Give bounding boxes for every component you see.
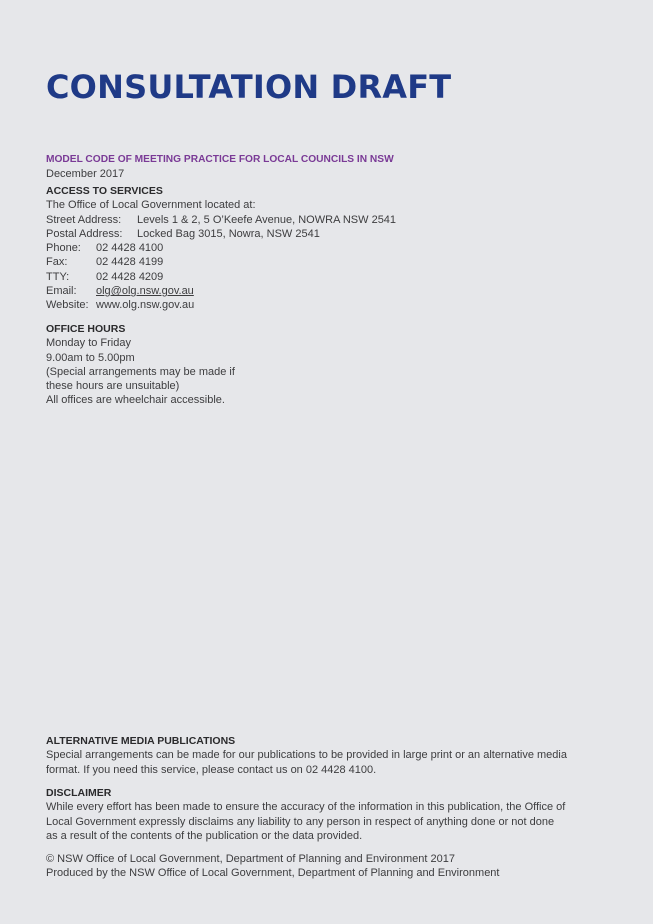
phone-value: 02 4428 4100	[96, 242, 164, 255]
document-subtitle: MODEL CODE OF MEETING PRACTICE FOR LOCAL COUNCILS IN NSW	[46, 154, 394, 165]
disclaimer-section	[46, 786, 566, 843]
street-address-label: Street Address:	[46, 213, 122, 226]
street-address-value: Levels 1 & 2, 5 O’Keefe Avenue, NOWRA NSW 2541	[137, 213, 397, 226]
street-address-row	[46, 213, 396, 227]
alt-media-heading: ALTERNATIVE MEDIA PUBLICATIONS	[46, 735, 236, 747]
page-title: CONSULTATION DRAFT	[46, 68, 452, 106]
office-hours-line: (Special arrangements may be made if	[46, 365, 235, 378]
office-hours-line: 9.00am to 5.00pm	[46, 351, 135, 364]
fax-value: 02 4428 4199	[96, 256, 164, 269]
phone-label: Phone:	[46, 242, 81, 255]
postal-address-row	[46, 227, 396, 241]
office-hours-line: these hours are unsuitable)	[46, 380, 180, 393]
document-page	[46, 0, 616, 924]
postal-address-value: Locked Bag 3015, Nowra, NSW 2541	[137, 227, 320, 240]
email-label: Email:	[46, 285, 77, 298]
phone-row	[46, 241, 396, 255]
postal-address-label: Postal Address:	[46, 227, 123, 240]
website-value: www.olg.nsw.gov.au	[96, 299, 195, 312]
produced-by-line: Produced by the NSW Office of Local Government, Department of Planning and Environment	[46, 867, 500, 880]
disclaimer-text: While every effort has been made to ensure the accuracy of the information in this publication, the Office of Local Government expressly disclaims any liability to any person in respect of anything done or not done as a result of the contents of the publication or the data provided.	[46, 801, 566, 842]
office-hours-section	[46, 322, 235, 408]
website-row	[46, 298, 396, 312]
email-row	[46, 284, 396, 298]
alt-media-text: Special arrangements can be made for our publications to be provided in large print or an alternative media format. If you need this service, please contact us on 02 4428 4100.	[46, 749, 567, 776]
access-section	[46, 184, 396, 313]
access-intro: The Office of Local Government located at:	[46, 199, 256, 212]
office-hours-line: Monday to Friday	[46, 337, 131, 350]
website-label: Website:	[46, 299, 89, 312]
tty-value: 02 4428 4209	[96, 270, 164, 283]
tty-label: TTY:	[46, 270, 70, 283]
document-info	[46, 153, 394, 182]
copyright-line: © NSW Office of Local Government, Department of Planning and Environment 2017	[46, 853, 456, 865]
office-hours-heading: OFFICE HOURS	[46, 323, 126, 335]
email-link[interactable]: olg@olg.nsw.gov.au	[96, 285, 194, 298]
access-heading: ACCESS TO SERVICES	[46, 185, 163, 197]
document-date: December 2017	[46, 168, 125, 181]
fax-row	[46, 255, 396, 269]
tty-row	[46, 270, 396, 284]
disclaimer-heading: DISCLAIMER	[46, 787, 112, 799]
alt-media-section	[46, 734, 576, 777]
fax-label: Fax:	[46, 256, 68, 269]
office-hours-line: All offices are wheelchair accessible.	[46, 394, 225, 407]
copyright-section	[46, 852, 499, 881]
